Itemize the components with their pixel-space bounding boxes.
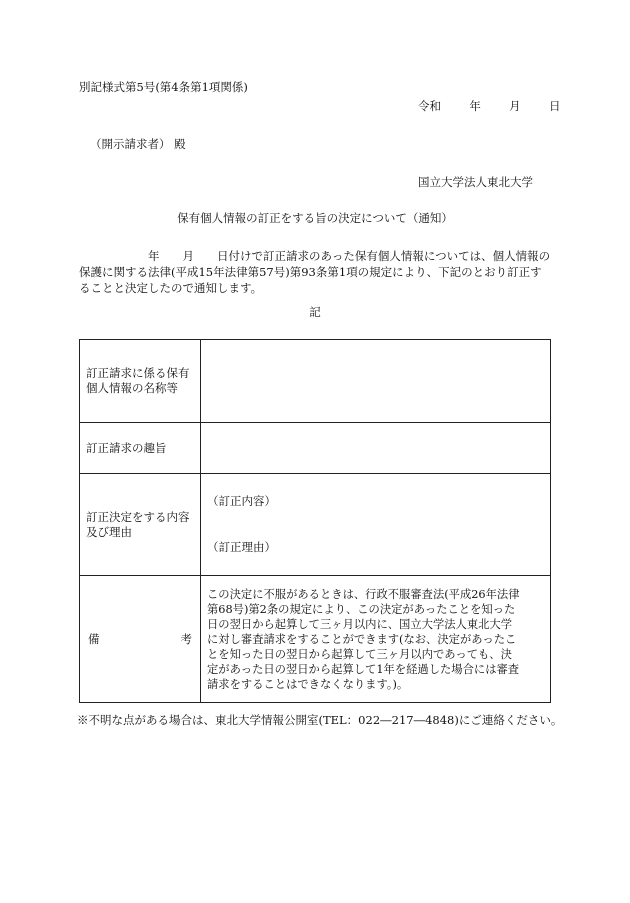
body-line: 保護に関する法律(平成15年法律第57号)第93条第1項の規定により、下記のとおり訂正す bbox=[79, 265, 542, 279]
correction-content-label: （訂正内容） bbox=[207, 494, 276, 508]
document-title: 保有個人情報の訂正をする旨の決定について（通知） bbox=[177, 211, 453, 225]
addressee: （開示請求者） 殿 bbox=[90, 137, 186, 151]
date-month: 月 bbox=[509, 99, 521, 113]
label-cell: 訂正請求の趣旨 bbox=[80, 423, 201, 474]
remarks-line: 定があった日の翌日から起算して1年を経過した場合には審査 bbox=[207, 662, 520, 676]
remarks-line: この決定に不服があるときは、行政不服審査法(平成26年法律 bbox=[207, 587, 520, 601]
body-line: 年 月 日付けで訂正請求のあった保有個人情報については、個人情報の bbox=[79, 249, 551, 263]
remarks-label-left: 備 bbox=[88, 631, 100, 646]
date-year: 年 bbox=[469, 99, 481, 113]
body-text bbox=[79, 248, 553, 296]
issuer: 国立大学法人東北大学 bbox=[418, 175, 533, 189]
correction-reason-label: （訂正理由） bbox=[207, 540, 276, 554]
remarks-line: 日の翌日から起算して三ヶ月以内に、国立大学法人東北大学 bbox=[207, 617, 513, 631]
table-row bbox=[80, 576, 551, 703]
footer-note: ※不明な点がある場合は、東北大学情報公開室(TEL：022―217―4848)にご連絡ください。 bbox=[77, 713, 563, 727]
table-row bbox=[80, 423, 551, 474]
remarks-line: とを知った日の翌日から起算して三ヶ月以内であっても、決 bbox=[207, 647, 512, 661]
remarks-cell bbox=[201, 576, 551, 703]
row3-label-line: 及び理由 bbox=[86, 524, 132, 539]
decision-table bbox=[79, 339, 551, 703]
date-day: 日 bbox=[548, 99, 561, 113]
table-row bbox=[80, 340, 551, 423]
body-line: ることと決定したので通知します。 bbox=[79, 281, 263, 295]
label-cell bbox=[80, 576, 201, 703]
date-line bbox=[418, 99, 560, 113]
remarks-line: 請求をすることはできなくなります。)。 bbox=[207, 677, 409, 691]
ki-heading: 記 bbox=[309, 305, 321, 319]
row3-value-cell bbox=[201, 474, 551, 576]
row1-label-line: 個人情報の名称等 bbox=[86, 381, 178, 395]
remarks-label-right: 考 bbox=[180, 631, 192, 646]
form-number: 別記様式第5号(第4条第1項関係) bbox=[79, 80, 248, 94]
row3-label-line: 訂正決定をする内容 bbox=[86, 509, 190, 524]
remarks-line: 第68号)第2条の規定により、この決定があったことを知った bbox=[207, 602, 516, 616]
row2-value-cell bbox=[201, 423, 551, 474]
label-cell bbox=[80, 340, 201, 423]
table-row bbox=[80, 474, 551, 576]
row1-label-line: 訂正請求に係る保有 bbox=[86, 366, 190, 380]
remarks-line: に対し審査請求をすることができます(なお、決定があったこ bbox=[207, 632, 517, 646]
row1-value-cell bbox=[201, 340, 551, 423]
label-cell bbox=[80, 474, 201, 576]
date-era: 令和 bbox=[418, 99, 441, 113]
